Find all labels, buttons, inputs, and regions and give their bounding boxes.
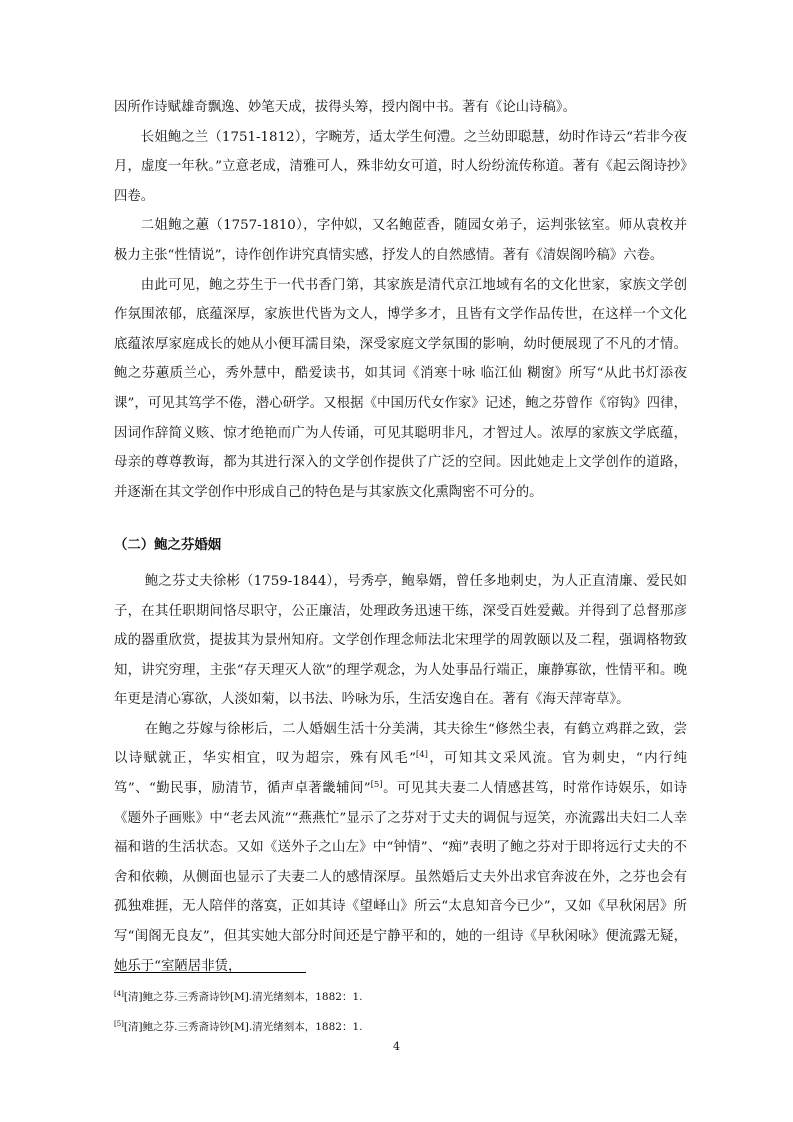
paragraph-family-summary: 由此可见，鲍之芬生于一代书香门第，其家族是清代京江地域有名的文化世家，家族文学创作氛围浓郁，底蕴深厚，家族世代皆为文人，博学多才，且皆有文学作品传世，在这样一个文化底蕴浓厚家庭成长的她从小便耳濡目染，深受家庭文学氛围的影响，幼时便展现了不凡的才情。鲍之芬蕙质兰心，秀外慧中，酷爱读书，如其词《消寒十咏 临江仙 糊窗》所写“从此书灯添夜课”，可见其笃学不倦，潜心研学。又根据《中国历代女作家》记述，鲍之芬曾作《帘钩》四律，因词作辞简义赅、惊才绝艳而广为人传诵，可见其聪明非凡，才智过人。浓厚的家族文学底蕴，母亲的尊尊教诲，都为其进行深入的文学创作提供了广泛的空间。因此她走上文学创作的道路，并逐渐在其文学创作中形成自己的特色是与其家族文化熏陶密不可分的。 xyxy=(114,277,687,500)
paragraph-bao-zhihui: 二姐鲍之蕙（1757-1810），字仲姒，又名鲍茝香，随园女弟子，运判张铉室。师从袁枚并极力主张“性情说”，诗作创作讲究真情实感，抒发人的自然感情。著有《清娱阁吟稿》六卷。 xyxy=(114,218,687,263)
paragraph-lun-shan: 因所作诗赋雄奇飘逸、妙笔天成，拔得头筹，授内阁中书。著有《论山诗稿》。 xyxy=(114,100,576,115)
citation-ref-5[interactable]: [5] xyxy=(370,780,383,791)
footnotes xyxy=(114,982,687,1042)
footnote-item xyxy=(114,1012,687,1042)
paragraph-bao-zhilan: 长姐鲍之兰（1751-1812），字畹芳，适太学生何澧。之兰幼即聪慧，幼时作诗云“若非今夜月，虚度一年秋。”立意老成，清雅可人，殊非幼女可道，时人纷纷流传称道。著有《起云阁诗抄》四卷。 xyxy=(114,129,687,204)
body-text xyxy=(114,93,687,981)
section-heading: （二）鲍之芬婚姻 xyxy=(114,538,222,554)
paragraph-marriage-life xyxy=(114,715,687,981)
paragraph-husband-xu-bin: 鲍之芬丈夫徐彬（1759-1844），号秀亭，鲍皋婿，曾任多地刺史，为人正直清廉、爱民如子，在其任职期间恪尽职守，公正廉洁，处理政务迅速干练，深受百姓爱戴。并得到了总督那彦成的器重欣赏，提拔其为景州知府。文学创作理念师法北宋理学的周敦颐以及二程，强调格物致知，讲究穷理，主张“存天理灭人欲”的理学观念，为人处事品行端正，廉静寡欲，性情平和。晚年更是清心寡欲，人淡如菊，以书法、吟咏为乐，生活安逸自在。著有《海天萍寄草》。 xyxy=(114,573,687,708)
citation-ref-4[interactable]: [4] xyxy=(415,750,428,761)
page-number: 4 xyxy=(393,1040,400,1053)
footnote-text: [清]鲍之芬.三秀斋诗钞[M].清光绪刻本，1882：1. xyxy=(123,991,363,1003)
footnote-mark: [5] xyxy=(114,1020,124,1028)
marriage-text-part-3: 。可见其夫妻二人情感甚笃，时常作诗娱乐，如诗《题外子画账》中“老去风流”“燕燕忙”显示了之芬对于丈夫的调侃与逗笑，亦流露出夫妇二人幸福和谐的生活状态。又如《送外子之山左》中“钟情”、“痴”表明了鲍之芬对于即将远行丈夫的不舍和依赖，从侧面也显示了夫妻二人的感情深厚。虽然婚后丈夫外出求官奔波在外，之芬也会有孤独难捱，无人陪伴的落寞，正如其诗《望峄山》所云“太息知音今已少”，又如《早秋闲居》所写“闺阁无良友”，但其实她大部分时间还是宁静平和的，她的一组诗《早秋闲咏》便流露无疑，她乐于“室陋居非赁， xyxy=(114,781,687,974)
marriage-text-part-2: ，可知其文采风流。官为刺史，“内行纯笃”、“勤民事，励清节，循声卓著畿辅间” xyxy=(114,751,687,797)
footnote-divider xyxy=(114,972,306,973)
footnote-mark: [4] xyxy=(114,990,124,998)
footnote-item xyxy=(114,982,687,1012)
footnote-text: [清]鲍之芬.三秀斋诗钞[M].清光绪刻本，1882：1. xyxy=(123,1021,363,1033)
marriage-text-part-1: 在鲍之芬嫁与徐彬后，二人婚姻生活十分美满，其夫徐生“修然尘表，有鹤立鸡群之致，尝以诗赋就正，华实相宜，叹为超宗，殊有风毛” xyxy=(114,721,687,767)
